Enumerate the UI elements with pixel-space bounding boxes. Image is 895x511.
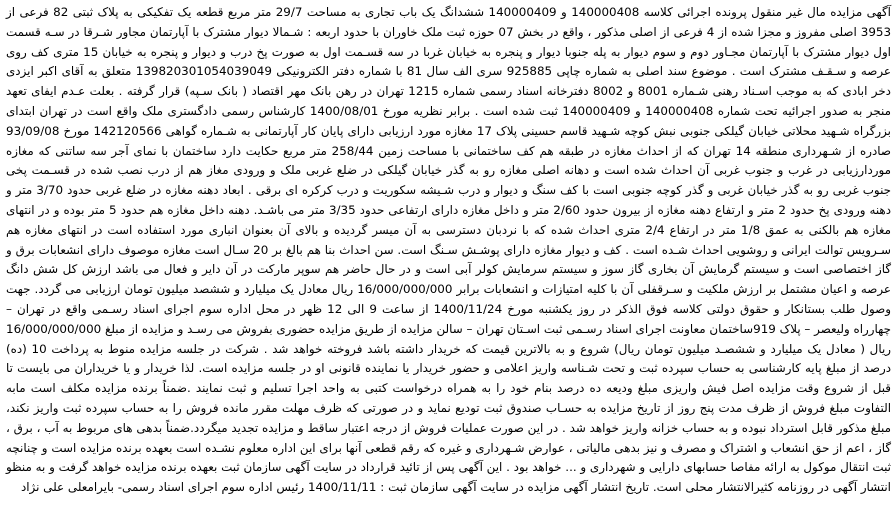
auction-notice-text: آگهی مزایده مال غیر منقول پرونده اجرائی کلاسه 140000408 و 140000409 ششدانگ یک باب تجاری به مساحت 29/7 متر مربع قطعه یک تفکیکی به پلاک ثبتی 82 فرعی از 3953 اصلی مفروز و مجزا شده از 4 فرعی از اصلی مذکور ، واقع در بخش 07 حوزه ثبت ملک خاوران با حدود اربعه : شـمالا دیوار مشترک با آپارتمان مجاور شـرقا در سـه قسمت اول دیوار مشترک با آپارتمان مجـاور دوم و سوم دیوار به پله جنوبا دیوار و پنجره به خیابان غربا در سه قسـمت اول به صورت پخ درب و دیوار و پنجره به خیابان 15 متری کف روی عرصه و سـقـف مشترک است . موضوع سند اصلی به شماره چاپی 925885 سری الف سال 81 با شماره دفتر الکترونیکی 139820301054039049 متعلق به آقای اکبر ایزدی دخر ابادی که به موجب اسـناد رهنی شـماره 8001 و 8002 دفترخانه اسناد رسمی شماره 1215 تهران در رهن بانک مهر اقتصاد ( بانک سـپه) قرار گرفته . بعلت عـدم ایفای تعهد منجر به صدور اجرائیه تحت شماره 140000408 و 140000409 ثبت شده است . برابر نظریه مورخ 1400/08/01 کارشناس رسمی دادگستری ملک واقع است در تهران ابتدای بزرگراه شـهید محلاتی خیابان گیلکی جنوبی نبش کوچه شـهید قاسم حسینی پلاک 17 مغازه مورد ارزیابی دارای پایان کار آپارتمانی به شـماره گواهی 142120566 مورخ 93/09/08 صادره از شـهرداری منطقه 14 تهران که از احداث مغازه در طبقه هم کف ساختمانی با مساحت زمین 258/44 متر مربع حکایت دارد ساختمان با نمای آجر سه ساتنی که مغازه موردارزیابی در غرب و جنوب غربی آن احداث شده است و دهانه اصلی مغازه رو به گذر خیابان گیلکی در ضلع غربی ملک و ورودی مغاز هم از درب نصب شده در قسـمت پخی جنوب غربی رو به گذر خیابان غربی و گذر کوچه جنوبی است با کف سنگ و دیوار و درب شـیشه سکوریت و درب کرکره ای برقی . ابعاد دهنه مغازه در ضلع غربی حدود 3/70 متر و دهنه ورودی پخ حدود 2 متر و ارتفاع دهنه مغازه از بیرون حدود 2/60 متر و داخل مغازه دارای ارتفاعی حدود 3/35 متر می باشـد. دهنه داخل مغازه هم حدود 5 متر بوده و در انتهای مغازه هم بالکنی به عمق 1/8 متر در ارتفاع 2/4 متری احداث شده که با نردبان دسترسی به آن میسر گردیده و بالای آن بعنوان انباری مورد استفاده است در انتهای مغازه هم سـرویس توالت ایرانی و روشویی احداث شـده است . کف و دیوار مغازه دارای پوشـش سـنگ است. سن احداث بنا هم بالغ بر 20 سـال است مغازه موصوف دارای انشعابات برق و گاز اختصاصی است و سیستم گرمایش آن بخاری گاز سوز و سیستم سرمایش کولر آبی است و در حال حاضر هم سوپر مارکت در آن دایر و فعال می باشد ارزش کل شش دانگ عرصه و اعیان مشتمل بر ارزش ملکیت و سـرقفلی آن با کلیه امتیازات و انشعابات برابر 16/000/000/000 ریال معادل یک میلیارد و ششصد میلیون تومان ارزیابی می گردد. جهت وصول طلب بستانکار و حقوق دولتی کلاسه فوق الذکر در روز یکشنبه مورخ 1400/11/24 از ساعت 9 الی 12 ظهر در محل اداره سوم اجرای اسناد رسـمی واقع در تهران – چهارراه ولیعصر – پلاک 919ساختمان معاونت اجرای اسناد رسـمی ثبت اسـتان تهران – سالن مزایده از طریق مزایده حضوری بفروش می رسـد و مزایده از مبلغ 16/000/000/000 ریال ( معادل یک میلیارد و ششصـد میلیون تومان ریال) شروع و به بالاترین قیمت که خریدار داشته باشد فروخته خواهد شد . شرکت در جلسه مزایده منوط به پرداخت 10 (ده) درصد از مبلغ پایه کارشناسی به حساب سپرده ثبت و تحت شـناسه واریز اعلامی و حضور خریدار یا نماینده قانونی او در جلسه مزایده است. لذا خریدار و یا خریداران می بایست تا قبل از شروع وقت مزایده اصل فیش واریزی مبلغ ودیعه ده درصد بنام خود را به همراه درخواست کتبی به واحد اجرا تسلیم و ثبت نمایند .ضمناً برنده مزایده مکلف است مابه التفاوت مبلغ فروش از ظرف مدت پنج روز از تاریخ مزایده به حسـاب صندوق ثبت تودیع نماید و در صورتی که ظرف مهلت مقرر مانده فروش را به حساب سپرده ثبت واریز نکند، مبلغ مذکور قابل استرداد نبوده و به حساب خزانه واریز خواهد شد . در این صورت عملیات فروش از درجه اعتبار ساقط و مزایده تجدید میگردد.ضمناً بدهی های مربوط به آب ، برق ، گاز ، اعم از حق انشعاب و اشتراک و مصرف و نیز بدهی مالیاتی ، عوارض شـهرداری و غیره که رقم قطعی آنها برای این اداره معلوم نشـده است بعهده برنده مزایده است و چنانچه ثبت انتقال موکول به ارائه مفاصا حسابهای دارایی و شهرداری و ... خواهد بود . این آگهی پس از تائید قرارداد در سایت آگهی سازمان ثبت بعهده برنده مزایده خواهد گرفت و به منظو انتشار آگهی در روزنامه کثیرالانتشار محلی است. تاریخ انتشار آگهی مزایده در سایت آگهی سازمان ثبت : 1400/11/11 رئیس اداره سوم اجرای اسناد رسمی- بایرامعلی علی نژاد (6, 5, 892, 495)
